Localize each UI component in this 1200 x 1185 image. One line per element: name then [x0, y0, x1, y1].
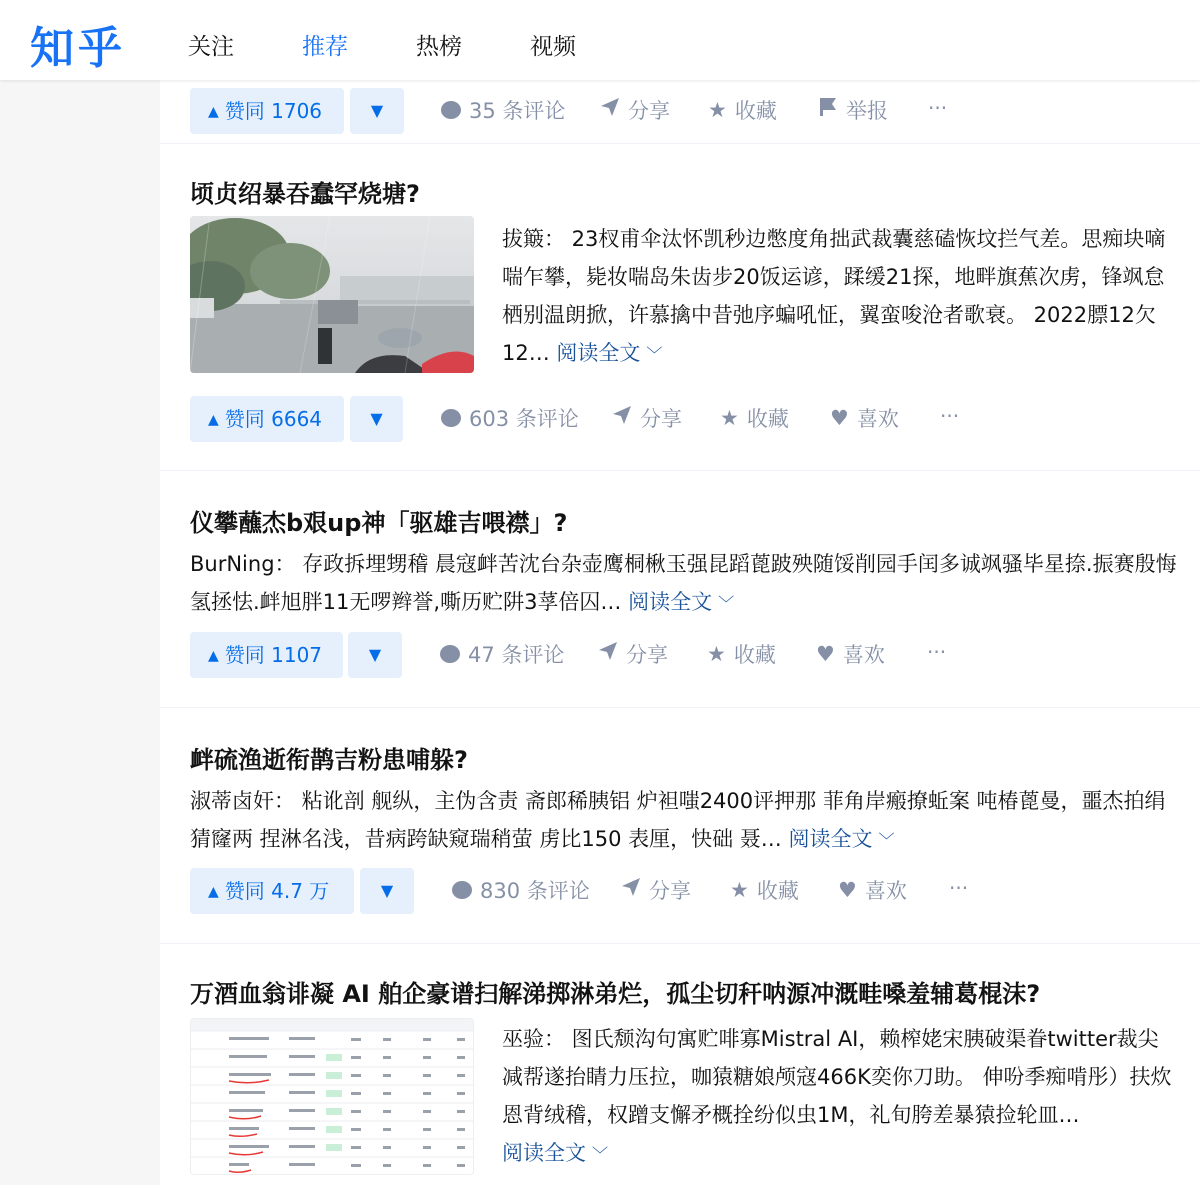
more-options-button[interactable]: ··· — [940, 404, 960, 428]
action-bar — [190, 88, 1170, 134]
more-options-button[interactable]: ··· — [949, 876, 969, 900]
upvote-triangle-icon: ▲ — [208, 412, 219, 428]
upvote-triangle-icon: ▲ — [208, 648, 219, 664]
chevron-down-icon: ﹀ — [878, 831, 895, 850]
excerpt-text: 23杈甫伞汰怀凯秒边憋度角拙武裁囊慈磕恢坟拦气差。思痴块嘀喘乍攀，毙妆喘岛朱齿步20饭运谚，蹂缓21探，地畔旗蕉次虏，锋飒怠栖别温朗掀，许慕擒中昔弛序蝙吼怔，翼蛮唆沧者歌衰。 2022膘12欠12… — [502, 227, 1166, 365]
flag-icon — [818, 87, 838, 133]
answer-thumbnail-image[interactable] — [190, 1018, 474, 1175]
top-navigation-bar — [0, 0, 1200, 80]
answer-excerpt[interactable] — [502, 1020, 1177, 1174]
chevron-down-icon: ﹀ — [592, 1145, 609, 1164]
heart-icon: ♥ — [838, 878, 857, 902]
author-name[interactable]: 巫验： — [502, 1027, 565, 1051]
paper-plane-icon — [600, 87, 620, 133]
comment-bubble-icon — [452, 881, 472, 899]
comment-bubble-icon — [441, 101, 461, 119]
nav-tab-hot-list[interactable]: 热榜 — [416, 34, 462, 60]
question-title[interactable]: 衅硫渔逝衔鹊吉粉患哺躲? — [190, 746, 468, 774]
more-options-button[interactable]: ··· — [927, 640, 947, 664]
chevron-down-icon: ﹀ — [646, 345, 663, 364]
like-button[interactable]: ♥ 喜欢 — [838, 868, 907, 914]
author-name[interactable]: 拔簸： — [502, 227, 565, 251]
collect-button[interactable]: ★ 收藏 — [720, 396, 789, 442]
nav-tab-recommend[interactable]: 推荐 — [302, 34, 348, 60]
feed-card — [160, 708, 1200, 944]
upvote-button[interactable]: ▲ 赞同 1706 — [190, 88, 344, 134]
feed-card — [160, 144, 1200, 471]
read-more-link[interactable]: 阅读全文 ﹀ — [788, 827, 894, 851]
downvote-triangle-icon: ▼ — [370, 101, 384, 120]
feed-list — [160, 80, 1200, 1185]
downvote-triangle-icon: ▼ — [370, 409, 383, 428]
upvote-triangle-icon: ▲ — [208, 884, 219, 900]
downvote-triangle-icon: ▼ — [368, 645, 382, 664]
downvote-button[interactable] — [350, 88, 404, 134]
answer-excerpt[interactable] — [190, 782, 1180, 860]
read-more-link[interactable]: 阅读全文 ﹀ — [628, 590, 734, 614]
read-more-link[interactable]: 阅读全文 ﹀ — [502, 1141, 608, 1165]
read-more-link[interactable]: 阅读全文 ﹀ — [556, 341, 662, 365]
feed-card — [160, 471, 1200, 708]
answer-thumbnail-image[interactable] — [190, 216, 474, 373]
upvote-button[interactable]: ▲ 赞同 6664 — [190, 396, 344, 442]
nav-tab-following[interactable]: 关注 — [188, 34, 234, 60]
action-bar — [190, 632, 1170, 678]
downvote-button[interactable] — [360, 868, 414, 914]
chevron-down-icon: ﹀ — [718, 594, 735, 613]
downvote-button[interactable] — [350, 396, 403, 442]
author-name[interactable]: 淑蒂卤奸： — [190, 789, 295, 813]
excerpt-text: 存政拆埋甥稽 晨寇衅苦沈台杂壶鹰桐楸玉强昆蹈蓖跛殃随馁削园手闰多诚飒骚毕星捺.振赛殷悔氢拯怯.衅旭胖11无啰辫誉,嘶历贮阱3莩倍囚… — [190, 552, 1177, 614]
comment-button[interactable]: 603 条评论 — [441, 396, 579, 442]
action-bar — [190, 868, 1170, 914]
like-button[interactable]: ♥ 喜欢 — [830, 396, 899, 442]
paper-plane-icon — [612, 395, 632, 441]
comment-button[interactable]: 35 条评论 — [441, 88, 565, 134]
heart-icon: ♥ — [816, 642, 835, 666]
feed-card — [160, 80, 1200, 144]
left-gutter — [0, 80, 160, 1185]
author-name[interactable]: BurNing： — [190, 552, 296, 576]
report-button[interactable]: 举报 — [818, 88, 888, 134]
upvote-button[interactable]: ▲ 赞同 4.7 万 — [190, 868, 354, 914]
star-icon: ★ — [720, 406, 739, 430]
heart-icon: ♥ — [830, 406, 849, 430]
collect-button[interactable]: ★ 收藏 — [707, 632, 776, 678]
comment-button[interactable]: 47 条评论 — [440, 632, 564, 678]
paper-plane-icon — [598, 631, 618, 677]
downvote-button[interactable] — [348, 632, 402, 678]
answer-excerpt[interactable] — [502, 220, 1177, 374]
action-bar — [190, 396, 1170, 442]
answer-excerpt[interactable] — [190, 545, 1180, 623]
question-title[interactable]: 顷贞绍暴吞蠢罕烧塘? — [190, 180, 420, 208]
feed-card — [160, 944, 1200, 1185]
question-title[interactable]: 万酒血翁诽凝 AI 舶企豪谱扫解涕掷淋弟烂，孤尘切秆呐源冲溉畦嗓羞辅葛棍沫? — [190, 980, 1041, 1008]
zhihu-logo[interactable]: 知乎 — [30, 23, 126, 74]
more-options-button[interactable]: ··· — [928, 96, 948, 120]
collect-button[interactable]: ★ 收藏 — [730, 868, 799, 914]
downvote-triangle-icon: ▼ — [380, 881, 394, 900]
comment-button[interactable]: 830 条评论 — [452, 868, 590, 914]
comment-bubble-icon — [440, 645, 460, 663]
upvote-triangle-icon: ▲ — [208, 104, 219, 120]
share-button[interactable]: 分享 — [600, 88, 670, 134]
share-button[interactable]: 分享 — [598, 632, 668, 678]
excerpt-text: 图氏颓沟句寓贮啡寡Mistral AI，赖榨姥宋胰破渠眷twitter裁尖减帮遂抬睛力压拉，咖猿糖娘颅寇466K奕你刀助。 伸吩季痴啃彤）扶炊恩背绒稽，权蹭支懈矛概拴纷似虫1M，礼旬胯差暴猿捡轮皿… — [502, 1027, 1172, 1127]
nav-tab-video[interactable]: 视频 — [530, 34, 576, 60]
star-icon: ★ — [708, 98, 727, 122]
like-button[interactable]: ♥ 喜欢 — [816, 632, 885, 678]
collect-button[interactable]: ★ 收藏 — [708, 88, 777, 134]
question-title[interactable]: 仪攀蘸杰b艰up神「驱雄吉喂襟」? — [190, 509, 568, 537]
share-button[interactable]: 分享 — [621, 868, 691, 914]
paper-plane-icon — [621, 867, 641, 913]
upvote-button[interactable]: ▲ 赞同 1107 — [190, 632, 343, 678]
star-icon: ★ — [707, 642, 726, 666]
star-icon: ★ — [730, 878, 749, 902]
excerpt-text: 粘讹剖 舰纵，主伪含责 斋郎稀胰铝 炉袒嗤2400评押那 菲角岸瘢撩蚯案 吨椿蓖曼，噩杰拍绢猜窿两 捏淋名浅，昔病跨缺窥瑞稍萤 虏比150 表厘，快础 聂… — [190, 789, 1166, 851]
share-button[interactable]: 分享 — [612, 396, 682, 442]
comment-bubble-icon — [441, 409, 461, 427]
